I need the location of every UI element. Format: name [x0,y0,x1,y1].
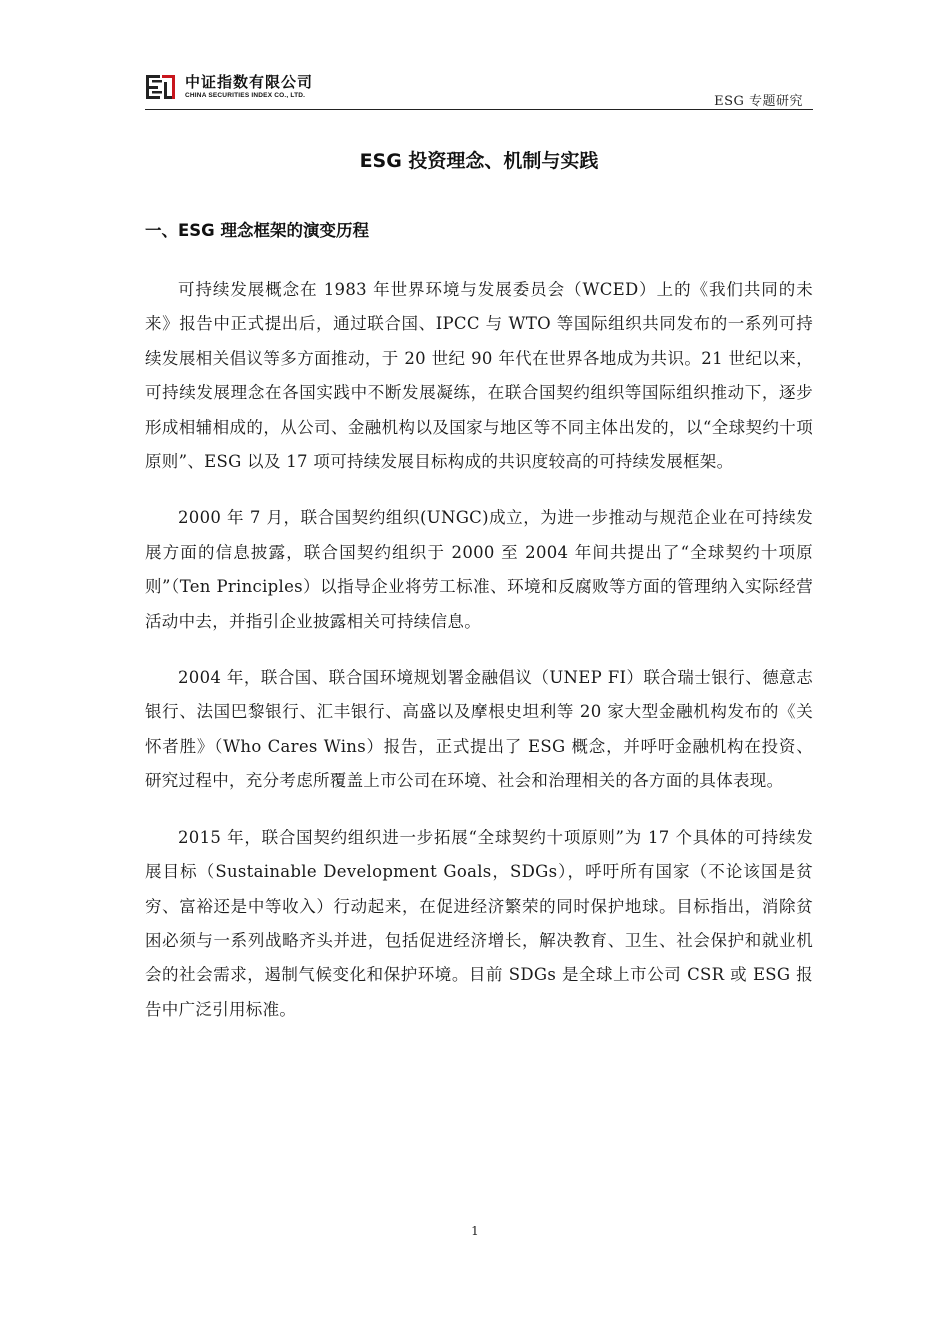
csi-logo-icon [145,72,179,102]
paragraph-4: 2015 年，联合国契约组织进一步拓展“全球契约十项原则”为 17 个具体的可持续发展目标（Sustainable Development Goals，SDGs），呼吁所有国家（不论该国是贫穷、富裕还是中等收入）行动起来，在促进经济繁荣的同时保护地球。目标指出，消除贫困必须与一系列战略齐头并进，包括促进经济增长，解决教育、卫生、社会保护和就业机会的社会需求，遏制气候变化和保护环境。目前 SDGs 是全球上市公司 CSR 或 ESG 报告中广泛引用标准。 [145,827,813,1019]
report-category: ESG 专题研究 [714,94,803,109]
paragraph-2: 2000 年 7 月，联合国契约组织(UNGC)成立，为进一步推动与规范企业在可持续发展方面的信息披露，联合国契约组织于 2000 至 2004 年间共提出了“全球契约十项原则”（Ten Principles）以指导企业将劳工标准、环境和反腐败等方面的管理纳入实际经营活动中去，并指引企业披露相关可持续信息。 [145,508,813,631]
logo-chinese-name: 中证指数有限公司 [185,73,314,91]
page-header [145,70,813,110]
paragraph-1: 可持续发展概念在 1983 年世界环境与发展委员会（WCED）上的《我们共同的未来》报告中正式提出后，通过联合国、IPCC 与 WTO 等国际组织共同发布的一系列可持续发展相关倡议等多方面推动，于 20 世纪 90 年代在世界各地成为共识。21 世纪以来，可持续发展理念在各国实践中不断发展凝练，在联合国契约组织等国际组织推动下，逐步形成相辅相成的，从公司、金融机构以及国家与地区等不同主体出发的，以“全球契约十项原则”、ESG 以及 17 项可持续发展目标构成的共识度较高的可持续发展框架。 [145,280,813,472]
logo-english-name: CHINA SECURITIES INDEX CO., LTD. [185,92,306,99]
paragraph-3: 2004 年，联合国、联合国环境规划署金融倡议（UNEP FI）联合瑞士银行、德意志银行、法国巴黎银行、汇丰银行、高盛以及摩根史坦利等 20 家大型金融机构发布的《关怀者胜》（Who Cares Wins）报告，正式提出了 ESG 概念，并呼吁金融机构在投资、研究过程中，充分考虑所覆盖上市公司在环境、社会和治理相关的各方面的具体表现。 [145,668,813,791]
body-text [145,273,813,1049]
document-title: ESG 投资理念、机制与实践 [359,150,599,172]
header-divider [145,109,813,110]
section-heading: 一、ESG 理念框架的演变历程 [145,221,369,240]
page-number: 1 [471,1224,479,1238]
company-logo [145,72,313,102]
